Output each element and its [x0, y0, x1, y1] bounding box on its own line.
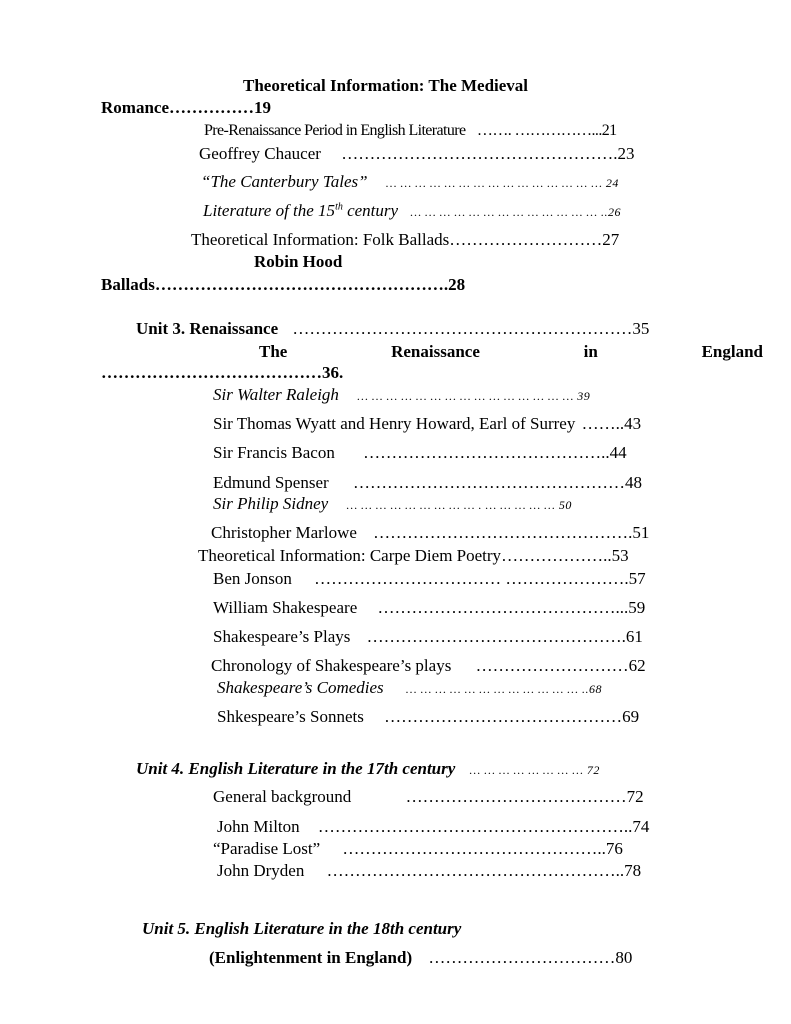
entry-title: Shakespeare’s Plays	[213, 627, 351, 646]
entry-dots-page: ……. ……………...21	[476, 122, 617, 139]
entry-dots-page: … … … … … … … … … . … … … … … 50	[346, 498, 572, 512]
entry-dots-page: ………………..53	[501, 546, 629, 565]
unit-title: Unit 5. English Literature in the 18th century	[142, 919, 462, 938]
entry-dots-page: ………………………………………………..74	[317, 817, 650, 836]
toc-entry-milton	[217, 817, 649, 837]
entry-title: (Enlightenment in England)	[209, 948, 413, 967]
entry-title: Christopher Marlowe	[211, 523, 357, 542]
entry-dots-page: ……..43	[581, 414, 642, 433]
entry-title: Literature of the 15th century	[203, 201, 399, 220]
entry-title: John Milton	[217, 817, 300, 836]
toc-entry-pre-renaissance	[204, 121, 617, 141]
entry-title: Sir Walter Raleigh	[213, 385, 339, 404]
entry-dots-page: … … … … … … … … … … … … … … … 39	[357, 389, 591, 403]
entry-title: William Shakespeare	[213, 598, 358, 617]
toc-entry-robin-hood	[254, 252, 342, 272]
toc-entry-bacon	[213, 443, 627, 463]
toc-entry-15th-century	[203, 201, 621, 222]
toc-entry-enlightenment	[209, 948, 632, 968]
toc-entry-sidney	[213, 494, 572, 515]
entry-dots-page: ………………………………………..76	[342, 839, 623, 858]
entry-title: Sir Francis Bacon	[213, 443, 335, 462]
toc-entry-jonson	[213, 569, 646, 589]
toc-entry-general-background	[213, 787, 644, 807]
entry-dots-page: ……………………………………….61	[366, 627, 643, 646]
entry-title: Pre-Renaissance Period in English Literature	[204, 122, 466, 139]
entry-title-page: Ballads…………………………………………….28	[101, 275, 466, 294]
toc-entry-renaissance-england	[101, 342, 763, 362]
entry-title: “The Canterbury Tales”	[201, 172, 368, 191]
entry-title: Theoretical Information: Carpe Diem Poetry	[198, 546, 502, 565]
toc-unit-3	[136, 319, 649, 339]
toc-entry-renaissance-england-cont	[101, 363, 343, 383]
entry-dots-page: ……………………………………………..78	[326, 861, 642, 880]
entry-title: Theoretical Information: Folk Ballads	[191, 230, 450, 249]
entry-dots-page: … … … … … … … … 72	[469, 763, 600, 777]
toc-entry-shakespeare	[213, 598, 645, 618]
entry-title: John Dryden	[217, 861, 305, 880]
toc-entry-carpe-diem	[198, 546, 629, 566]
toc-entry-medieval-romance	[243, 76, 528, 96]
entry-title: Edmund Spenser	[213, 473, 329, 492]
entry-title: General background	[213, 787, 352, 806]
entry-title: Theoretical Information: The Medieval	[243, 76, 529, 95]
toc-entry-robin-hood-cont	[101, 275, 465, 295]
unit-title: Unit 3. Renaissance	[136, 319, 279, 338]
toc-entry-chaucer	[199, 144, 634, 164]
entry-title-page: Romance……………19	[101, 98, 271, 117]
toc-unit-5	[142, 919, 461, 939]
toc-entry-chronology	[211, 656, 646, 676]
entry-dots-page: …………………………… ………………….57	[314, 569, 646, 588]
unit-title: Unit 4. English Literature in the 17th century	[136, 759, 456, 778]
entry-dots-page: ……………………………………...59	[377, 598, 646, 617]
toc-unit-4	[136, 759, 600, 780]
entry-dots-page: …………………………………………48	[352, 473, 642, 492]
entry-title: Ben Jonson	[213, 569, 292, 588]
entry-dots-page: … … … … … … … … … … … … … … … 24	[385, 176, 619, 190]
entry-dots-page: ……………………………………..44	[363, 443, 627, 462]
entry-dots-page: ………………………………………….23	[341, 144, 635, 163]
entry-title: Shkespeare’s Sonnets	[217, 707, 364, 726]
toc-entry-dryden	[217, 861, 641, 881]
toc-entry-wyatt	[213, 414, 641, 434]
entry-dots-page: ……………………………………….51	[373, 523, 650, 542]
entry-dots-page: … … … … … … … … … … … … … ..26	[410, 205, 622, 219]
entry-title: Shakespeare’s Comedies	[217, 678, 384, 697]
toc-entry-comedies	[217, 678, 602, 699]
entry-title: Chronology of Shakespeare’s plays	[211, 656, 452, 675]
word-3: in	[583, 342, 598, 361]
entry-dots-page: ……………………………………69	[384, 707, 640, 726]
toc-entry-plays	[213, 627, 643, 647]
entry-dots-page: ………………………62	[475, 656, 646, 675]
toc-entry-folk-ballads	[191, 230, 619, 250]
toc-entry-medieval-romance-cont	[101, 98, 271, 118]
toc-entry-spenser	[213, 473, 642, 493]
entry-dots-page: ……………………………80	[428, 948, 633, 967]
entry-dots-page: …………………………………72	[405, 787, 644, 806]
entry-dots-page: …………………………………36.	[101, 363, 344, 382]
toc-entry-marlowe	[211, 523, 649, 543]
entry-dots-page: ……………………………………………………35	[292, 319, 650, 338]
entry-title: Robin Hood	[254, 252, 343, 271]
entry-title: Sir Thomas Wyatt and Henry Howard, Earl of Surrey	[213, 414, 576, 433]
toc-entry-raleigh	[213, 385, 590, 406]
toc-entry-canterbury	[201, 172, 619, 193]
word-2: Renaissance	[391, 342, 480, 361]
toc-entry-paradise-lost	[213, 839, 623, 859]
toc-entry-sonnets	[217, 707, 639, 727]
entry-title: Geoffrey Chaucer	[199, 144, 321, 163]
word-1: The	[259, 342, 288, 361]
entry-title: Sir Philip Sidney	[213, 494, 329, 513]
word-4: England	[701, 342, 763, 361]
entry-dots-page: … … … … … … … … … … … … ..68	[405, 682, 602, 696]
entry-title: “Paradise Lost”	[213, 839, 321, 858]
entry-dots-page: ………………………27	[449, 230, 620, 249]
